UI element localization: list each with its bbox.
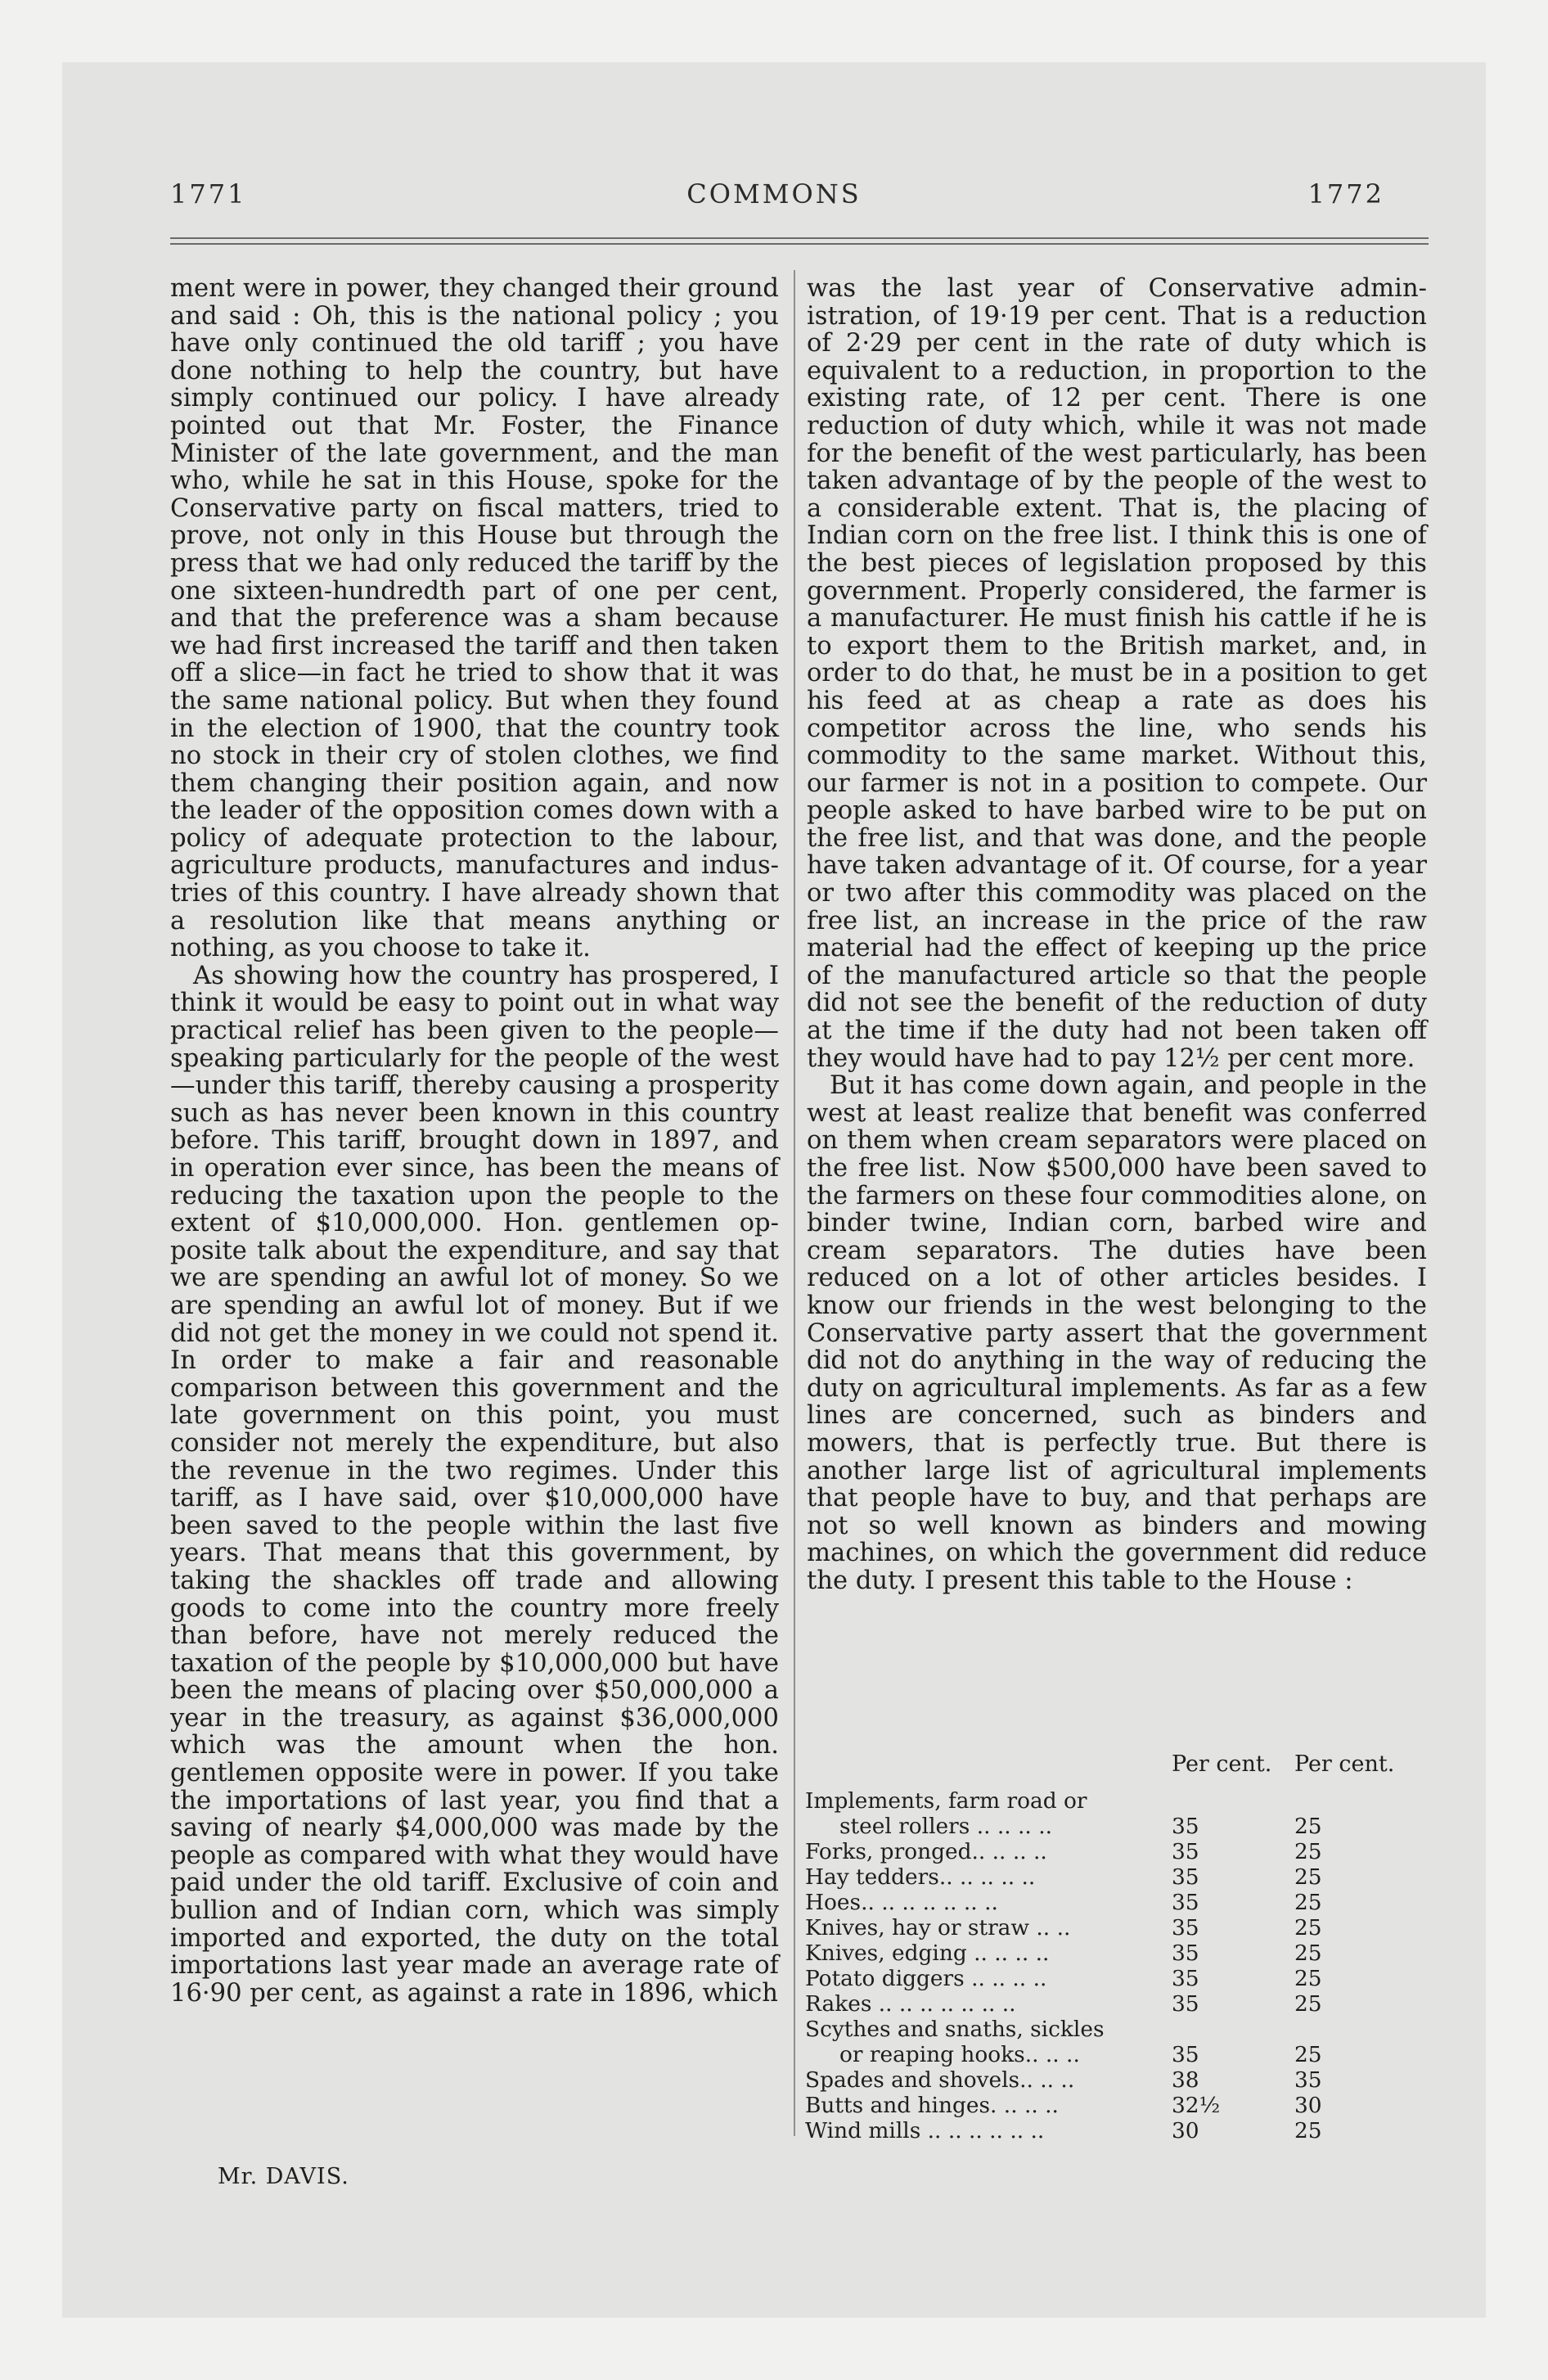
table-row: [805, 1991, 1429, 2017]
table-cell-new-rate: 25: [1294, 1890, 1322, 1915]
table-cell-new-rate: 25: [1294, 1864, 1322, 1890]
table-cell-item: Potato diggers .. .. .. ..: [805, 1966, 1047, 1991]
speaker-name: Mr. DAVIS.: [218, 2164, 349, 2189]
right-paragraph-1: was the last year of Conservative administration, of 19·19 per cent. That is a reduction of 2·29 per cent in the rate of duty which is equivalent to a reduction, in proportion to the existing rate, of 12 per cent. There is one reduction of duty which, while it was not made for the benefit of the west particularly, has been taken advantage of by the people of the west to a considerable extent. That is, the placing of Indian corn on the free list. I think this is one of the best pieces of legislation proposed by this government. Properly considered, the farmer is a manufacturer. He must finish his cattle if he is to export them to the British market, and, in order to do that, he must be in a position to get his feed at as cheap a rate as does his competitor across the line, who sends his commodity to the same market. Without this, our farmer is not in a position to compete. Our people asked to have barbed wire to be put on the free list, and that was done, and the people have taken advantage of it. Of course, for a year or two after this commodity was placed on the free list, an increase in the price of the raw material had the effect of keeping up the price of the manufactured article so that the people did not see the benefit of the reduction of duty at the time if the duty had not been taken off they would have had to pay 12½ per cent more.: [807, 274, 1427, 1073]
table-header-old-rate: Per cent.: [1172, 1751, 1272, 1777]
table-cell-new-rate: 25: [1294, 1814, 1322, 1839]
table-cell-old-rate: 35: [1172, 1890, 1199, 1915]
table-row: [805, 1788, 1429, 1814]
page-number-right: 1772: [1307, 178, 1384, 210]
table-cell-new-rate: 25: [1294, 1966, 1322, 1991]
left-paragraph-2: As showing how the country has prospered, I think it would be easy to point out in what way practical relief has been given to the people—speaking particularly for the people of the west—under this tariff, thereby causing a prosperity such as has never been known in this country before. This tariff, brought down in 1897, and in operation ever since, has been the means of reducing the taxation upon the people to the extent of $10,000,000. Hon. gentlemen opposite talk about the expenditure, and say that we are spending an awful lot of money. So we are spending an awful lot of money. But if we did not get the money in we could not spend it. In order to make a fair and reasonable comparison between this government and the late government on this point, you must consider not merely the expenditure, but also the revenue in the two regimes. Under this tariff, as I have said, over $10,000,000 have been saved to the people within the last five years. That means that this government, by taking the shackles off trade and allowing goods to come into the country more freely than before, have not merely reduced the taxation of the people by $10,000,000 but have been the means of placing over $50,000,000 a year in the treasury, as against $36,000,000 which was the amount when the hon. gentlemen opposite were in power. If you take the importations of last year, you find that a saving of nearly $4,000,000 was made by the people as compared with what they would have paid under the old tariff. Exclusive of coin and bullion and of Indian corn, which was simply imported and exported, the duty on the total importations last year made an average rate of 16·90 per cent, as against a rate in 1896, which: [170, 961, 779, 2008]
table-row: [805, 2067, 1429, 2093]
table-row: [805, 1814, 1429, 1839]
column-divider: [794, 270, 795, 2136]
table-cell-new-rate: [1294, 2017, 1429, 2042]
table-cell-old-rate: 35: [1172, 1839, 1199, 1864]
table-cell-item: or reaping hooks.. .. ..: [805, 2042, 1080, 2067]
table-row: [805, 1839, 1429, 1864]
table-header-item: [805, 1751, 1172, 1788]
table-cell-item: Knives, hay or straw .. ..: [805, 1915, 1071, 1941]
table-header-row: [805, 1751, 1429, 1788]
page-title: COMMONS: [686, 178, 862, 210]
page-number-left: 1771: [170, 178, 247, 210]
table-cell-item: steel rollers .. .. .. ..: [805, 1814, 1052, 1839]
table-row: [805, 1915, 1429, 1941]
table-cell-new-rate: 25: [1294, 1991, 1322, 2017]
table-row: [805, 1890, 1429, 1915]
left-column: [170, 275, 779, 2007]
table-row: [805, 2118, 1429, 2143]
table-cell-new-rate: 30: [1294, 2093, 1322, 2118]
table-cell-old-rate: 35: [1172, 1991, 1199, 2017]
table-cell-new-rate: 35: [1294, 2067, 1322, 2093]
right-paragraph-2: But it has come down again, and people in the west at least realize that benefit was conferred on them when cream separators were placed on the free list. Now $500,000 have been saved to the farmers on these four commodities alone, on binder twine, Indian corn, barbed wire and cream separators. The duties have been reduced on a lot of other articles besides. I know our friends in the west belonging to the Conservative party assert that the government did not do anything in the way of reducing the duty on agricultural implements. As far as a few lines are concerned, such as binders and mowers, that is perfectly true. But there is another large list of agricultural implements that people have to buy, and that perhaps are not so well known as binders and mowing machines, on which the government did reduce the duty. I present this table to the House :: [807, 1071, 1427, 1595]
table-cell-item: Butts and hinges. .. .. ..: [805, 2093, 1059, 2118]
table-cell-item: Hay tedders.. .. .. .. ..: [805, 1864, 1036, 1890]
table-row: [805, 2093, 1429, 2118]
table-cell-item: Knives, edging .. .. .. ..: [805, 1941, 1050, 1966]
header-rule-bottom: [170, 243, 1429, 245]
table-cell-new-rate: 25: [1294, 2042, 1322, 2067]
table-row: [805, 1941, 1429, 1966]
table-cell-old-rate: 38: [1172, 2067, 1199, 2093]
table-cell-old-rate: [1172, 1788, 1294, 1814]
table-cell-old-rate: 32½: [1172, 2093, 1221, 2118]
table-cell-item: Hoes.. .. .. .. .. .. ..: [805, 1890, 998, 1915]
table-cell-new-rate: 25: [1294, 1941, 1322, 1966]
table-cell-new-rate: [1294, 1788, 1429, 1814]
header-rule-top: [170, 237, 1429, 239]
table-header-new-rate: Per cent.: [1294, 1751, 1395, 1777]
table-cell-item: Implements, farm road or: [805, 1788, 1087, 1814]
table-cell-new-rate: 25: [1294, 1839, 1322, 1864]
table-body: [805, 1788, 1429, 2143]
table-cell-item: Scythes and snaths, sickles: [805, 2017, 1105, 2042]
duty-table: [805, 1751, 1429, 2143]
table-cell-item: Forks, pronged.. .. .. ..: [805, 1839, 1047, 1864]
table-cell-old-rate: 35: [1172, 1915, 1199, 1941]
table-row: [805, 1966, 1429, 1991]
table-cell-old-rate: 35: [1172, 1814, 1199, 1839]
left-paragraph-1: ment were in power, they changed their ground and said : Oh, this is the national policy ; you have only continued the old tariff ; you have done nothing to help the country, but have simply continued our policy. I have already pointed out that Mr. Foster, the Finance Minister of the late government, and the man who, while he sat in this House, spoke for the Conservative party on fiscal matters, tried to prove, not only in this House but through the press that we had only reduced the tariff by the one sixteen-hundredth part of one per cent, and that the preference was a sham because we had first increased the tariff and then taken off a slice—in fact he tried to show that it was the same national policy. But when they found in the election of 1900, that the country took no stock in their cry of stolen clothes, we find them changing their position again, and now the leader of the opposition comes down with a policy of adequate protection to the labour, agriculture products, manufactures and industries of this country. I have already shown that a resolution like that means anything or nothing, as you choose to take it.: [170, 274, 779, 963]
table-cell-item: Wind mills .. .. .. .. .. ..: [805, 2118, 1045, 2143]
table-cell-item: Spades and shovels.. .. ..: [805, 2067, 1075, 2093]
table-row: [805, 1864, 1429, 1890]
table-row: [805, 2017, 1429, 2042]
table-cell-item: Rakes .. .. .. .. .. .. ..: [805, 1991, 1016, 2017]
table-cell-old-rate: 30: [1172, 2118, 1199, 2143]
table-cell-old-rate: 35: [1172, 1941, 1199, 1966]
table-cell-old-rate: [1172, 2017, 1294, 2042]
table-cell-new-rate: 25: [1294, 2118, 1322, 2143]
table-cell-old-rate: 35: [1172, 2042, 1199, 2067]
table-cell-new-rate: 25: [1294, 1915, 1322, 1941]
table-row: [805, 2042, 1429, 2067]
right-column: [807, 275, 1427, 1595]
table-cell-old-rate: 35: [1172, 1864, 1199, 1890]
table-cell-old-rate: 35: [1172, 1966, 1199, 1991]
